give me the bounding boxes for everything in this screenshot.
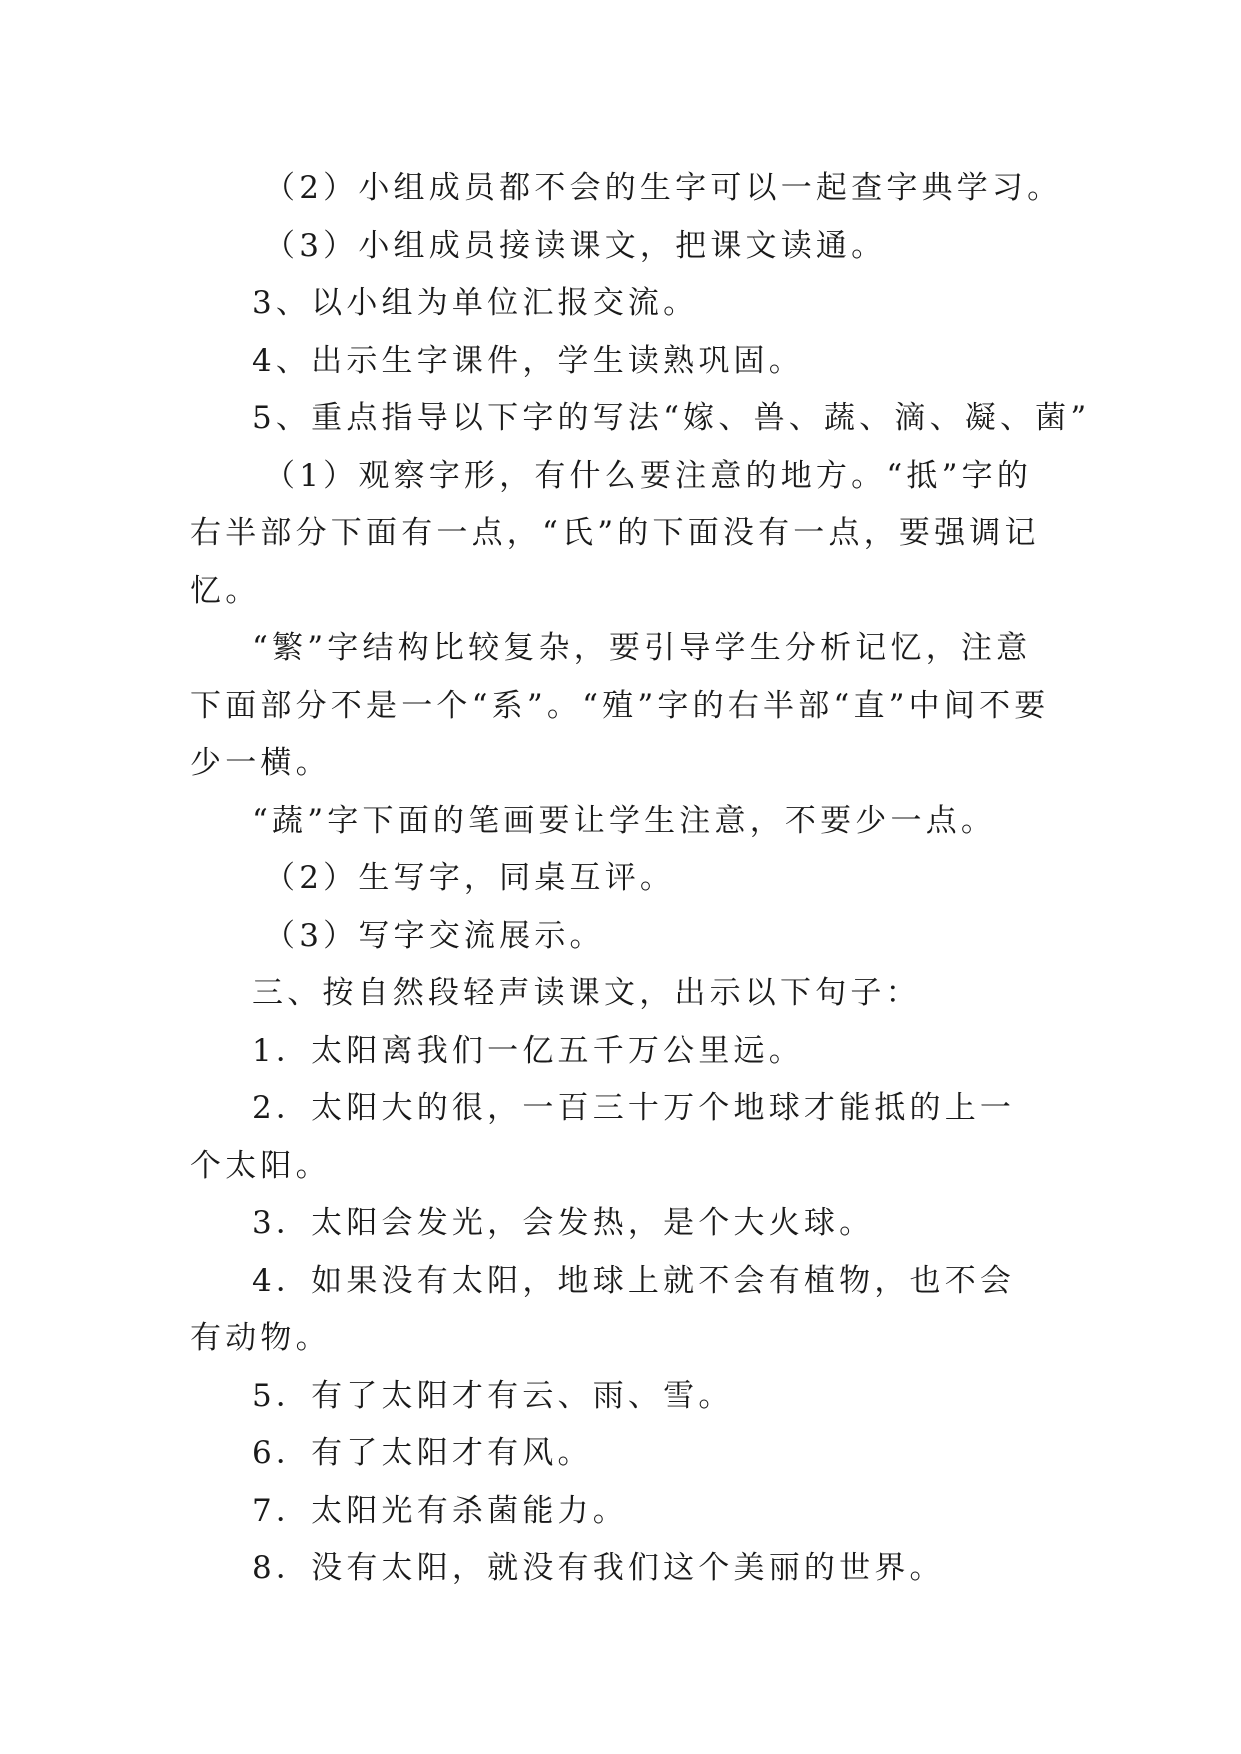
document-body	[190, 160, 1091, 1598]
paragraph-observe-shape: （1）观察字形，有什么要注意的地方。“抵”字的右半部分下面有一点，“氏”的下面没有一点，要强调记忆。	[190, 457, 1040, 609]
paragraph-substep-3: （3）小组成员接读课文，把课文读通。	[264, 227, 887, 264]
sentence-5: 5．有了太阳才有云、雨、雪。	[252, 1377, 734, 1414]
sentence-2: 2．太阳大的很，一百三十万个地球才能抵的上一个太阳。	[190, 1090, 1016, 1184]
paragraph-shu-character: “蔬”字下面的笔画要让学生注意，不要少一点。	[252, 802, 997, 839]
sentence-4: 4．如果没有太阳，地球上就不会有植物，也不会有动物。	[190, 1262, 1016, 1356]
sentence-3: 3．太阳会发光，会发热，是个大火球。	[252, 1205, 875, 1241]
paragraph-step-4: 4、出示生字课件，学生读熟巩固。	[252, 342, 804, 379]
paragraph-substep-2: （2）小组成员都不会的生字可以一起查字典学习。	[264, 170, 1063, 206]
paragraph-fan-character: “繁”字结构比较复杂，要引导学生分析记忆，注意下面部分不是一个“系”。“殖”字的右半部“直”中间不要少一横。	[190, 630, 1050, 781]
sentence-7: 7．太阳光有杀菌能力。	[252, 1492, 628, 1529]
paragraph-step-5: 5、重点指导以下字的写法“嫁、兽、蔬、滴、凝、菌”	[252, 400, 1091, 436]
sentence-1: 1．太阳离我们一亿五千万公里远。	[252, 1032, 804, 1069]
sentence-6: 6．有了太阳才有风。	[252, 1435, 593, 1471]
paragraph-write-characters: （2）生写字，同桌互评。	[264, 860, 676, 896]
sentence-8: 8．没有太阳，就没有我们这个美丽的世界。	[252, 1550, 945, 1586]
paragraph-show-writing: （3）写字交流展示。	[264, 917, 605, 954]
paragraph-step-3: 3、以小组为单位汇报交流。	[252, 285, 699, 321]
paragraph-part-three: 三、按自然段轻声读课文，出示以下句子：	[252, 975, 921, 1011]
